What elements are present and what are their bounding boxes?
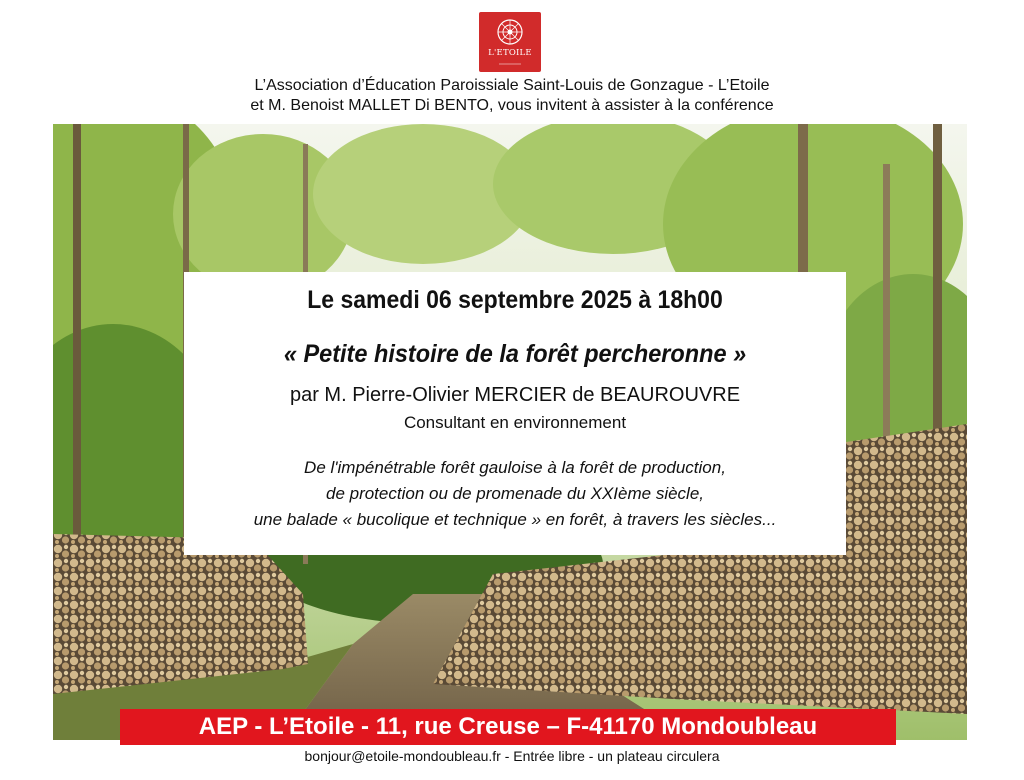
contact-footer: bonjour@etoile-mondoubleau.fr - Entrée libre - un plateau circulera [304,748,720,764]
event-info-panel [184,272,846,555]
event-description [184,455,846,533]
logo-text: L'ETOILE [488,48,532,58]
event-title: « Petite histoire de la forêt percheronne » [283,340,747,368]
etoile-logo [479,12,541,72]
event-date: Le samedi 06 septembre 2025 à 18h00 [307,286,723,314]
venue-address-banner: AEP - L’Etoile - 11, rue Creuse – F-41170 Mondoubleau [120,709,896,745]
invitation-text [0,76,1024,116]
event-speaker: par M. Pierre-Olivier MERCIER de BEAUROUVRE [289,384,741,406]
event-description-line-1: De l'impénétrable forêt gauloise à la forêt de production, [304,458,726,477]
event-description-line-3: une balade « bucolique et technique » en forêt, à travers les siècles... [253,510,777,529]
rose-window-icon [479,12,541,72]
invitation-line-1: L’Association d’Éducation Paroissiale Saint-Louis de Gonzague - L’Etoile [254,77,770,94]
event-description-line-2: de protection ou de promenade du XXIème siècle, [325,484,705,503]
invitation-line-2: et M. Benoist MALLET Di BENTO, vous invitent à assister à la conférence [250,97,774,114]
event-speaker-role: Consultant en environnement [403,413,627,432]
